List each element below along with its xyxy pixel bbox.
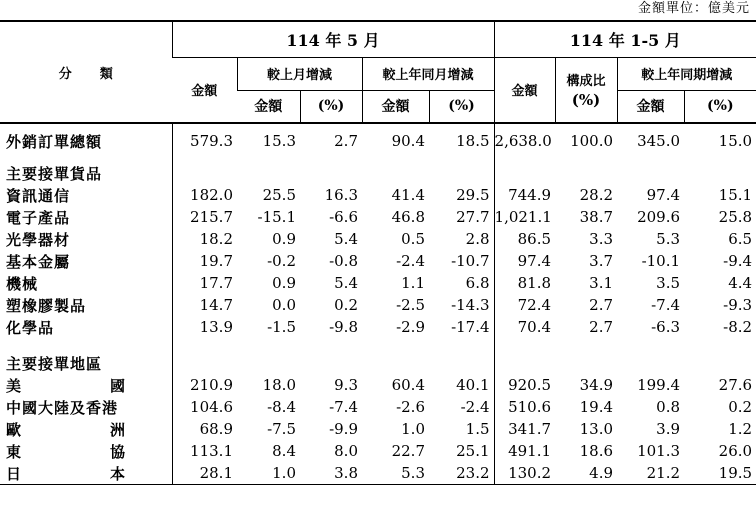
cell: 41.4 — [391, 186, 425, 204]
cell: 3.9 — [656, 420, 681, 438]
row-label: 機械 — [0, 272, 172, 294]
cell: -9.9 — [329, 420, 358, 438]
cell: 27.6 — [718, 376, 753, 394]
cell: -9.8 — [329, 318, 358, 336]
cell: 0.8 — [656, 398, 681, 416]
vs-prev-month-header: 較上月增減 — [237, 57, 362, 90]
products-section-row — [0, 162, 756, 184]
cell: 19.5 — [684, 462, 756, 485]
cell: 100.0 — [570, 132, 614, 150]
share-unit: (%) — [571, 91, 601, 110]
cell: 2,638.0 — [494, 132, 552, 150]
ytd-period-header: 114 年 1-5 月 — [494, 21, 756, 57]
cell: 0.9 — [272, 274, 296, 292]
table-row — [0, 440, 756, 462]
share-header — [555, 57, 617, 123]
cell: 2.7 — [589, 296, 614, 314]
cell: 27.7 — [429, 206, 494, 228]
table-body — [0, 123, 756, 485]
cell: 5.4 — [334, 230, 358, 248]
cell: -8.4 — [267, 398, 296, 416]
cell: -7.4 — [651, 296, 681, 314]
cell: 70.4 — [517, 318, 552, 336]
cell: 13.0 — [579, 420, 614, 438]
cell: -2.4 — [396, 252, 425, 270]
cell: 6.5 — [728, 230, 753, 248]
row-label: 電子產品 — [0, 206, 172, 228]
cell: 2.7 — [589, 318, 614, 336]
may-amount-header: 金額 — [172, 57, 237, 123]
cell: 101.3 — [637, 442, 681, 460]
cell: 113.1 — [190, 442, 233, 460]
cell: -1.5 — [267, 318, 296, 336]
cell: 25.8 — [718, 208, 753, 226]
cell: -9.4 — [723, 252, 753, 270]
table-row — [0, 316, 756, 338]
row-label: 塑橡膠製品 — [0, 294, 172, 316]
cell: 1,021.1 — [494, 208, 552, 226]
cell: 0.2 — [334, 296, 358, 314]
cell: 34.9 — [579, 376, 614, 394]
cell: 14.7 — [199, 296, 233, 314]
cell: 1.1 — [401, 274, 425, 292]
row-label — [0, 418, 172, 440]
table-row — [0, 418, 756, 440]
cell: 5.4 — [334, 274, 358, 292]
cell: 18.0 — [262, 376, 296, 394]
cell: 744.9 — [508, 186, 552, 204]
cell: 17.7 — [199, 274, 233, 292]
cell: 3.7 — [589, 252, 614, 270]
table-row — [0, 462, 756, 485]
cell: -17.4 — [429, 316, 494, 338]
classification-header: 分類 — [0, 21, 172, 123]
cell: 0.5 — [401, 230, 425, 248]
ytd-amount-header: 金額 — [494, 57, 555, 123]
table-row — [0, 396, 756, 418]
table-row — [0, 272, 756, 294]
cell: 81.8 — [517, 274, 552, 292]
cell: -10.1 — [641, 252, 681, 270]
cell: 60.4 — [391, 376, 425, 394]
cell: 19.4 — [579, 398, 614, 416]
cell: 15.3 — [262, 132, 296, 150]
cell: 21.2 — [617, 462, 684, 485]
cell: 130.2 — [494, 462, 555, 485]
cell: 579.3 — [190, 132, 233, 150]
sub-amount-header: 金額 — [362, 90, 429, 123]
cell: 72.4 — [517, 296, 552, 314]
cell: 86.5 — [517, 230, 552, 248]
cell: 4.9 — [555, 462, 617, 485]
cell: 40.1 — [429, 374, 494, 396]
row-label: 資訊通信 — [0, 184, 172, 206]
may-period-header: 114 年 5 月 — [172, 21, 494, 57]
cell: 4.4 — [728, 274, 753, 292]
sub-amount-header: 金額 — [617, 90, 684, 123]
row-label-part: 歐 — [6, 420, 23, 439]
cell: 26.0 — [718, 442, 753, 460]
cell: 90.4 — [391, 132, 425, 150]
row-label-part: 東 — [6, 442, 23, 461]
cell: 29.5 — [429, 184, 494, 206]
cell: 1.2 — [728, 420, 753, 438]
cell: 5.3 — [656, 230, 681, 248]
cell: -7.5 — [267, 420, 296, 438]
cell: -0.8 — [329, 252, 358, 270]
cell: 5.3 — [362, 462, 429, 485]
cell: 15.1 — [718, 186, 753, 204]
row-label: 基本金屬 — [0, 250, 172, 272]
unit-label: 金額單位：億美元 — [637, 1, 750, 16]
cell: 491.1 — [508, 442, 552, 460]
table-row — [0, 228, 756, 250]
cell: 97.4 — [517, 252, 552, 270]
cell: 0.2 — [728, 398, 753, 416]
sub-pct-header: (%) — [300, 90, 362, 123]
cell: 22.7 — [391, 442, 425, 460]
total-row — [0, 130, 756, 152]
row-label-part: 國 — [109, 376, 126, 395]
cell: 16.3 — [324, 186, 358, 204]
cell: 182.0 — [190, 186, 233, 204]
cell: -7.4 — [329, 398, 358, 416]
cell: 25.1 — [429, 440, 494, 462]
cell: -9.3 — [723, 296, 753, 314]
cell: -6.3 — [651, 318, 681, 336]
cell: 210.9 — [190, 376, 233, 394]
cell: -14.3 — [429, 294, 494, 316]
cell: 3.8 — [300, 462, 362, 485]
cell: 2.7 — [334, 132, 358, 150]
cell: 6.8 — [429, 272, 494, 294]
cell: 18.2 — [199, 230, 233, 248]
table-row — [0, 184, 756, 206]
cell: 215.7 — [190, 208, 233, 226]
cell: 8.0 — [334, 442, 358, 460]
sub-pct-header: (%) — [684, 90, 756, 123]
cell: 18.6 — [579, 442, 614, 460]
cell: 1.0 — [237, 462, 300, 485]
row-label-part: 協 — [109, 442, 126, 461]
cell: 1.0 — [401, 420, 425, 438]
sub-amount-header: 金額 — [237, 90, 300, 123]
cell: 3.5 — [656, 274, 681, 292]
export-orders-table — [0, 20, 756, 485]
cell: -0.2 — [267, 252, 296, 270]
cell: 2.8 — [429, 228, 494, 250]
cell: 23.2 — [429, 462, 494, 485]
cell: 0.0 — [272, 296, 296, 314]
cell: -15.1 — [257, 208, 296, 226]
cell: 15.0 — [718, 132, 753, 150]
products-section-title: 主要接單貨品 — [0, 162, 172, 184]
regions-section-row — [0, 352, 756, 374]
cell: 3.1 — [589, 274, 614, 292]
cell: 19.7 — [199, 252, 233, 270]
cell: 341.7 — [508, 420, 552, 438]
row-label — [0, 462, 172, 485]
cell: 1.5 — [429, 418, 494, 440]
cell: -6.6 — [329, 208, 358, 226]
vs-same-period-header: 較上年同期增減 — [617, 57, 756, 90]
cell: 25.5 — [262, 186, 296, 204]
cell: -2.4 — [429, 396, 494, 418]
row-label: 化學品 — [0, 316, 172, 338]
regions-section-title: 主要接單地區 — [0, 352, 172, 374]
cell: 345.0 — [637, 132, 681, 150]
row-label — [0, 440, 172, 462]
cell: 18.5 — [429, 130, 494, 152]
table-row — [0, 206, 756, 228]
cell: 199.4 — [637, 376, 681, 394]
cell: 920.5 — [508, 376, 552, 394]
row-label-part: 本 — [109, 464, 126, 483]
cell: 3.3 — [589, 230, 614, 248]
table-row — [0, 250, 756, 272]
cell: 8.4 — [272, 442, 296, 460]
cell: -2.9 — [396, 318, 425, 336]
share-label: 構成比 — [566, 74, 606, 90]
row-label: 光學器材 — [0, 228, 172, 250]
row-label-part: 洲 — [109, 420, 126, 439]
cell: 510.6 — [508, 398, 552, 416]
total-label: 外銷訂單總額 — [0, 130, 172, 152]
cell: 46.8 — [391, 208, 425, 226]
cell: 97.4 — [646, 186, 681, 204]
cell: 68.9 — [199, 420, 233, 438]
row-label — [0, 374, 172, 396]
vs-same-month-header: 較上年同月增減 — [362, 57, 494, 90]
row-label-part: 美 — [6, 376, 23, 395]
cell: 38.7 — [579, 208, 614, 226]
row-label: 中國大陸及香港 — [0, 396, 172, 418]
table-row — [0, 294, 756, 316]
cell: 0.9 — [272, 230, 296, 248]
cell: -2.6 — [396, 398, 425, 416]
cell: 9.3 — [334, 376, 358, 394]
cell: -10.7 — [429, 250, 494, 272]
cell: 28.2 — [579, 186, 614, 204]
cell: 209.6 — [637, 208, 681, 226]
table-row — [0, 374, 756, 396]
cell: 104.6 — [190, 398, 233, 416]
cell: -2.5 — [396, 296, 425, 314]
row-label-part: 日 — [6, 464, 23, 483]
cell: 28.1 — [172, 462, 237, 485]
sub-pct-header: (%) — [429, 90, 494, 123]
cell: 13.9 — [199, 318, 233, 336]
cell: -8.2 — [723, 318, 753, 336]
table-header — [0, 21, 756, 123]
